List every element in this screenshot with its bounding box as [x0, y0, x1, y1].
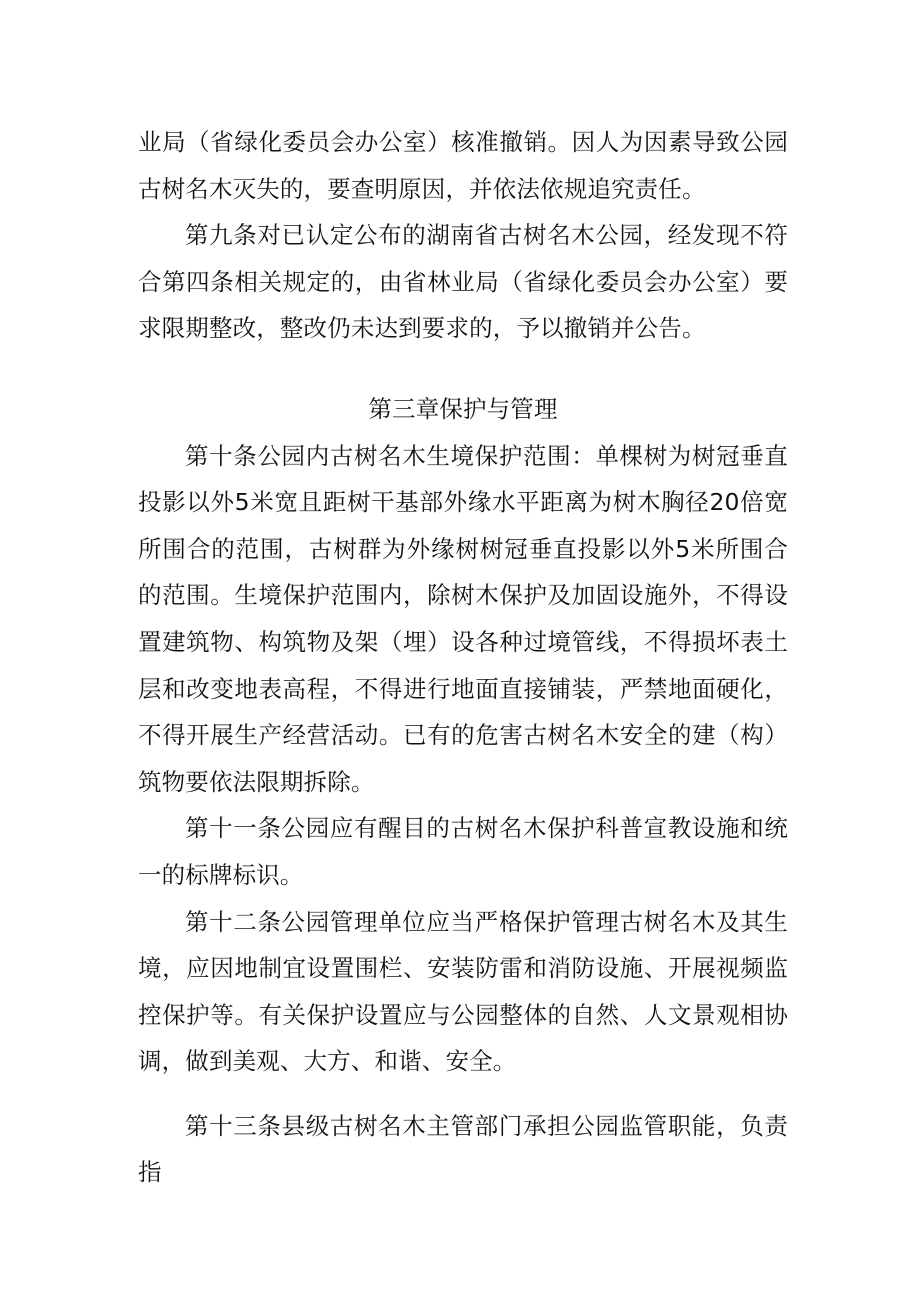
article-9: 第九条对已认定公布的湖南省古树名木公园，经发现不符合第四条相关规定的，由省林业局（省绿化委员会办公室）要求限期整改，整改仍未达到要求的，予以撤销并公告。	[138, 221, 788, 343]
paragraph-continuation: 业局（省绿化委员会办公室）核准撤销。因人为因素导致公园古树名木灭失的，要查明原因，并依法依规追究责任。	[138, 128, 788, 203]
spacer	[138, 352, 788, 386]
spacer	[138, 1085, 788, 1103]
article-11: 第十一条公园应有醒目的古树名木保护科普宣教设施和统一的标牌标识。	[138, 814, 788, 889]
article-12: 第十二条公园管理单位应当严格保护管理古树名木及其生境，应因地制宜设置围栏、安装防雷和消防设施、开展视频监控保护等。有关保护设置应与公园整体的自然、人文景观相协调，做到美观、大方、和谐、安全。	[138, 907, 788, 1076]
chapter-heading: 第三章保护与管理	[368, 394, 558, 423]
article-10: 第十条公园内古树名木生境保护范围：单棵树为树冠垂直投影以外5米宽且距树干基部外缘水平距离为树木胸径20倍宽所围合的范围，古树群为外缘树树冠垂直投影以外5米所围合的范围。生境保护范围内，除树木保护及加固设施外，不得设置建筑物、构筑物及架（埋）设各种过境管线，不得损坏表土层和改变地表高程，不得进行地面直接铺装，严禁地面硬化，不得开展生产经营活动。已有的危害古树名木安全的建（构）筑物要依法限期拆除。	[138, 441, 788, 796]
article-13: 第十三条县级古树名木主管部门承担公园监管职能，负责指	[138, 1111, 788, 1187]
document-page	[138, 119, 788, 1196]
